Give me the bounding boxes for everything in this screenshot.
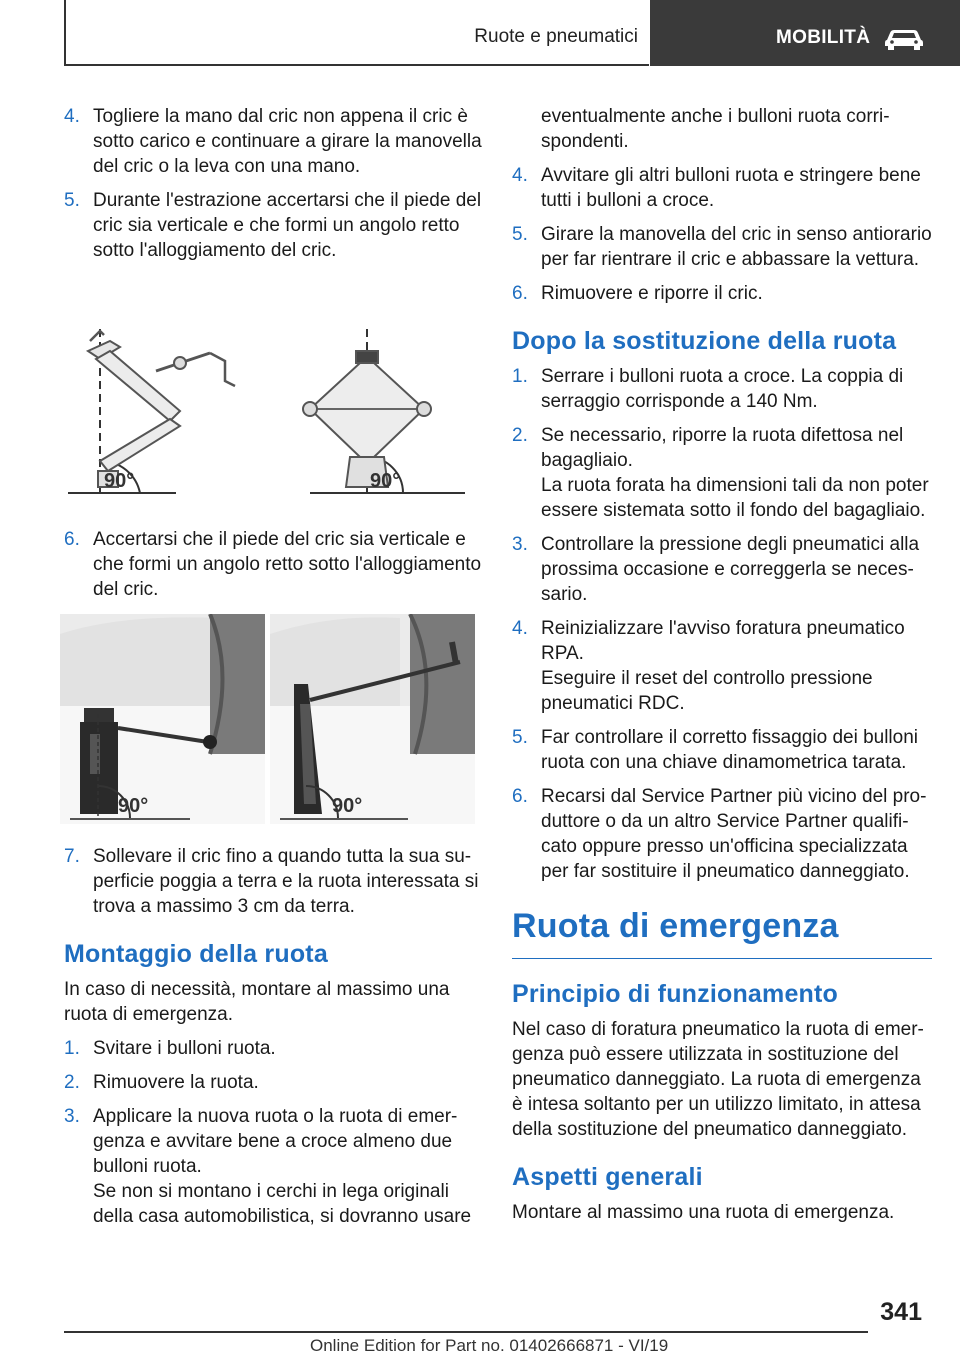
item-number: 4. bbox=[512, 165, 528, 186]
heading-mount: Montaggio della ruota bbox=[64, 940, 328, 968]
header-chapter-label: MOBILITÀ bbox=[776, 27, 871, 48]
item-text: Rimuovere la ruota. bbox=[93, 1072, 259, 1093]
item-text: Reinizializzare l'avviso foratura pneumatico RPA. bbox=[541, 618, 905, 664]
list-item bbox=[64, 527, 484, 602]
list-item bbox=[64, 1104, 484, 1229]
heading-general: Aspetti generali bbox=[512, 1163, 703, 1191]
jack-diagram bbox=[60, 311, 484, 515]
item-text: Controllare la pressione degli pneumatici alla prossima occasione e correggerla se necessario. bbox=[541, 534, 920, 605]
item-text: eventualmente anche i bulloni ruota corrispondenti. bbox=[541, 106, 890, 152]
item-number: 2. bbox=[512, 425, 528, 446]
list-item bbox=[512, 725, 932, 775]
list-item bbox=[512, 532, 932, 607]
item-text: Far controllare il corretto fissaggio dei bulloni ruota con una chiave dinamometrica tarata. bbox=[541, 727, 919, 773]
item-text: Applicare la nuova ruota o la ruota di emergenza e avvitare bene a croce almeno due bulloni ruota. bbox=[93, 1106, 458, 1177]
item-text: Rimuovere e riporre il cric. bbox=[541, 283, 763, 304]
list-item bbox=[64, 104, 484, 179]
item-number: 6. bbox=[512, 283, 528, 304]
item-number: 4. bbox=[512, 618, 528, 639]
list-item bbox=[64, 1070, 484, 1095]
jack-photos bbox=[60, 614, 484, 832]
header-underline bbox=[64, 64, 649, 66]
page-number: 341 bbox=[880, 1298, 922, 1326]
heading-after: Dopo la sostituzione della ruota bbox=[512, 327, 897, 355]
item-text: Svitare i bulloni ruota. bbox=[93, 1038, 276, 1059]
principle-text: Nel caso di foratura pneumatico la ruota di emergenza può essere utilizzata in sostituzione del pneumatico danneggiato. La ruota di emergenza è intesa soltanto per un utilizzo limitato, in attesa della sostituzione del pneumatico danneggiato. bbox=[512, 1019, 924, 1140]
item-text: Togliere la mano dal cric non appena il cric è sotto carico e continuare a girare la manovella del cric o la leva con una mano. bbox=[93, 106, 482, 177]
item-subtext: Se non si montano i cerchi in lega originali della casa automobilistica, si dovranno usare bbox=[93, 1181, 472, 1227]
heading-principle: Principio di funzionamento bbox=[512, 980, 839, 1008]
item-number: 6. bbox=[512, 786, 528, 807]
header-section-title: Ruote e pneumatici bbox=[474, 26, 638, 47]
item-text: Recarsi dal Service Partner più vicino del produttore o da un altro Service Partner qualificato oppure presso un'officina specializzata per far sostituire il pneumatico danneggiato. bbox=[541, 786, 927, 882]
item-subtext: Eseguire il reset del controllo pressione pneumatici RDC. bbox=[541, 668, 873, 714]
right-column bbox=[512, 104, 932, 1234]
item-text: Serrare i bulloni ruota a croce. La coppia di serraggio corrisponde a 140 Nm. bbox=[541, 366, 904, 412]
item-number: 5. bbox=[512, 727, 528, 748]
jack-diagram-figure bbox=[60, 311, 484, 515]
item-number: 2. bbox=[64, 1072, 80, 1093]
list-item-continued bbox=[512, 104, 932, 154]
item-text: Girare la manovella del cric in senso antiorario per far rientrare il cric e abbassare la vettura. bbox=[541, 224, 932, 270]
list-item bbox=[512, 163, 932, 213]
list-item bbox=[512, 616, 932, 716]
item-number: 7. bbox=[64, 846, 80, 867]
list-item bbox=[512, 784, 932, 884]
footer-edition: Online Edition for Part no. 01402666871 - VI/19 bbox=[310, 1336, 669, 1355]
angle-label-left: 90° bbox=[104, 470, 135, 492]
item-number: 3. bbox=[64, 1106, 80, 1127]
item-number: 3. bbox=[512, 534, 528, 555]
item-number: 5. bbox=[64, 190, 80, 211]
footer-rule bbox=[64, 1331, 868, 1333]
list-item bbox=[64, 1036, 484, 1061]
list-item bbox=[64, 844, 484, 919]
general-text: Montare al massimo una ruota di emergenza. bbox=[512, 1202, 895, 1223]
chapter-heading: Ruota di emergenza bbox=[512, 906, 932, 959]
item-text: Durante l'estrazione accertarsi che il piede del cric sia verticale e che formi un angolo retto sotto l'alloggiamento del cric. bbox=[93, 190, 482, 261]
angle-label-right: 90° bbox=[370, 470, 401, 492]
mount-intro: In caso di necessità, montare al massimo una ruota di emergenza. bbox=[64, 979, 450, 1025]
item-number: 1. bbox=[512, 366, 528, 387]
jack-photo-figure bbox=[60, 614, 484, 832]
car-icon bbox=[884, 26, 924, 50]
list-item bbox=[512, 281, 932, 306]
list-item bbox=[512, 222, 932, 272]
item-text: Accertarsi che il piede del cric sia verticale e che formi un angolo retto sotto l'alloggiamento del cric. bbox=[93, 529, 482, 600]
item-subtext: La ruota forata ha dimensioni tali da non poter essere sistemata sotto il fondo del bagagliaio. bbox=[541, 475, 929, 521]
item-text: Avvitare gli altri bulloni ruota e stringere bene tutti i bulloni a croce. bbox=[541, 165, 921, 211]
item-number: 4. bbox=[64, 106, 80, 127]
item-number: 1. bbox=[64, 1038, 80, 1059]
item-number: 6. bbox=[64, 529, 80, 550]
list-item bbox=[64, 188, 484, 263]
item-text: Sollevare il cric fino a quando tutta la sua superficie poggia a terra e la ruota interessata si trova a massimo 3 cm da terra. bbox=[93, 846, 479, 917]
list-item bbox=[512, 364, 932, 414]
left-column bbox=[64, 104, 484, 1238]
item-text: Se necessario, riporre la ruota difettosa nel bagagliaio. bbox=[541, 425, 904, 471]
list-item bbox=[512, 423, 932, 523]
item-number: 5. bbox=[512, 224, 528, 245]
angle-label-left: 90° bbox=[118, 795, 149, 817]
angle-label-right: 90° bbox=[332, 795, 363, 817]
